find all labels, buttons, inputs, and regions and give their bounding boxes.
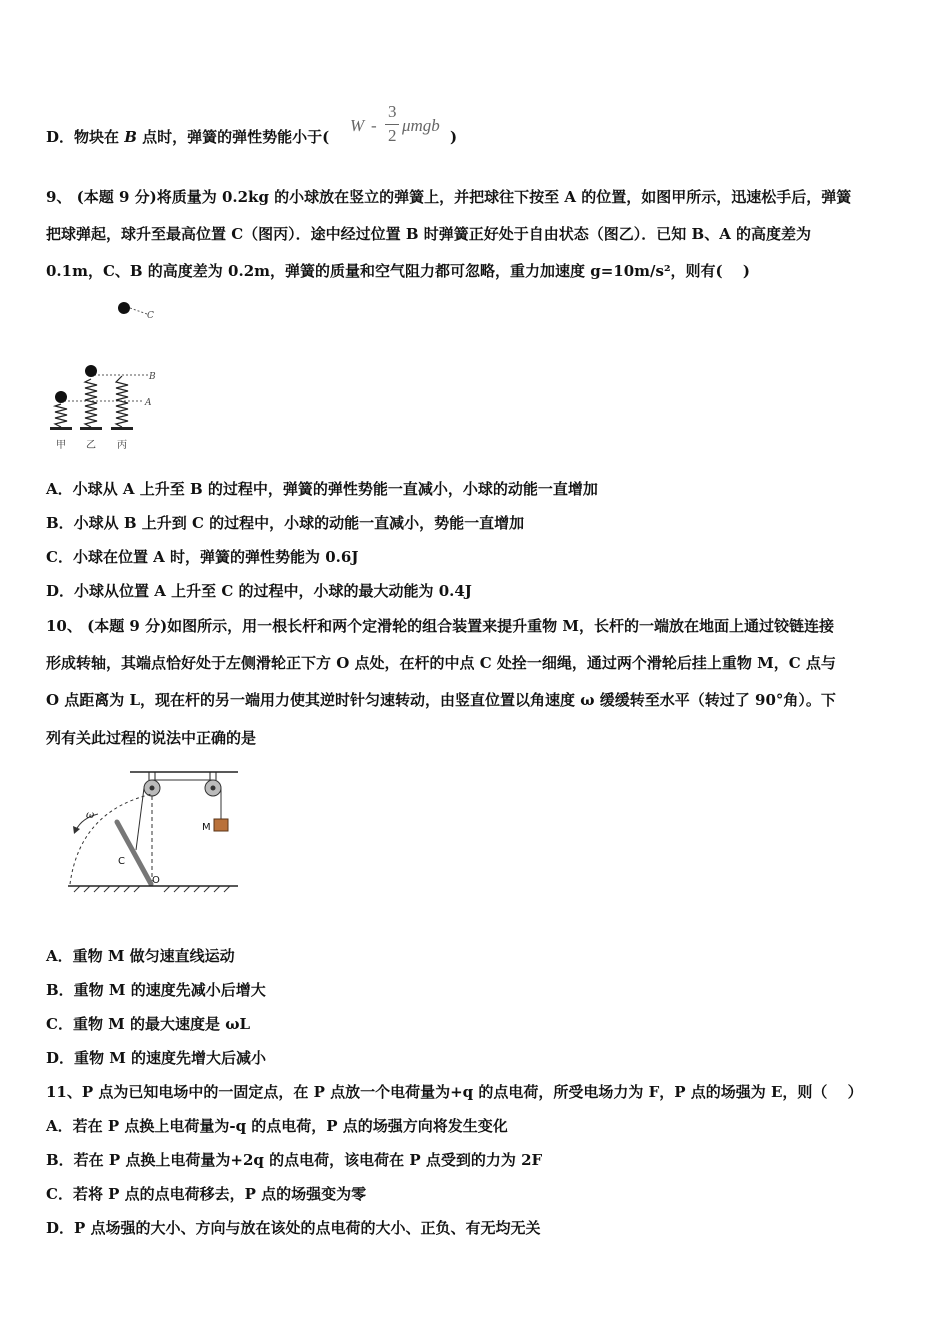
q9-line-2: 把球弹起，球升至最高位置 C（图丙）．途中经过位置 B 时弹簧正好处于自由状态（图乙）．已知 B、A 的高度差为 [46, 225, 812, 243]
label-b: B [149, 372, 156, 382]
c-dash [130, 308, 147, 314]
q9-option-b: B．小球从 B 上升到 C 的过程中，小球的动能一直减小，势能一直增加 [46, 514, 525, 532]
left-pulley-hub [150, 786, 155, 791]
q10-option-a: A．重物 M 做匀速直线运动 [46, 947, 235, 965]
q11-line-1: 11、P 点为已知电场中的一固定点，在 P 点放一个电荷量为+q 的点电荷，所受电场力为 F，P 点的场强为 E，则（ ） [46, 1083, 863, 1101]
label-a: A [145, 398, 152, 408]
label-o: O [152, 875, 160, 886]
ball-c [118, 302, 130, 314]
label-bing: 丙 [117, 440, 127, 451]
q8-option-d [46, 127, 329, 147]
weight-m [214, 819, 228, 831]
label-omega: ω [86, 810, 95, 821]
ball-yi [85, 365, 97, 377]
q8-formula [350, 104, 450, 146]
omega-arrowhead [73, 826, 80, 834]
formula-num: 3 [388, 102, 397, 121]
q9-line-1: 9、 (本题 9 分)将质量为 0.2kg 的小球放在竖立的弹簧上，并把球往下按至 A 的位置，如图甲所示，迅速松手后，弹簧 [46, 188, 852, 206]
ball-jia [55, 391, 67, 403]
q10-line-1: 10、 (本题 9 分)如图所示，用一根长杆和两个定滑轮的组合装置来提升重物 M，长杆的一端放在地面上通过铰链连接 [46, 617, 835, 635]
base-jia [50, 427, 72, 430]
q8-option-d-prefix: D．物块在 [46, 128, 120, 146]
base-bing [111, 427, 133, 430]
q9-line-3: 0.1m，C、B 的高度差为 0.2m，弹簧的质量和空气阻力都可忽略，重力加速度 g=10m/s²，则有( ) [46, 262, 750, 280]
formula-minus: - [371, 116, 377, 135]
q9-option-c: C．小球在位置 A 时，弹簧的弹性势能为 0.6J [46, 548, 359, 566]
q10-option-c: C．重物 M 的最大速度是 ωL [46, 1015, 251, 1033]
q9-option-a: A．小球从 A 上升至 B 的过程中，弹簧的弹性势能一直减小，小球的动能一直增加 [46, 480, 598, 498]
label-m: M [202, 822, 211, 833]
q10-option-b: B．重物 M 的速度先减小后增大 [46, 981, 266, 999]
q11-option-c: C．若将 P 点的点电荷移去，P 点的场强变为零 [46, 1185, 367, 1203]
q8-option-d-close: ) [450, 128, 458, 146]
label-c: C [118, 856, 125, 867]
base-yi [80, 427, 102, 430]
formula-w: W [350, 116, 365, 135]
spring-jia [55, 404, 67, 427]
right-pulley-hub [211, 786, 216, 791]
q10-option-d: D．重物 M 的速度先增大后减小 [46, 1049, 267, 1067]
ground-hatch [74, 886, 230, 892]
q10-line-2: 形成转轴，其端点恰好处于左侧滑轮正下方 O 点处，在杆的中点 C 处拴一细绳，通过两个滑轮后挂上重物 M，C 点与 [46, 654, 836, 672]
label-jia: 甲 [56, 440, 66, 451]
q10-line-3: O 点距离为 L，现在杆的另一端用力使其逆时针匀速转动，由竖直位置以角速度 ω 缓缓转至水平（转过了 90°角）。下 [46, 691, 836, 709]
formula-den: 2 [388, 126, 397, 145]
q10-line-4: 列有关此过程的说法中正确的是 [46, 729, 257, 747]
formula-bar [385, 124, 399, 125]
q8-option-d-text: 点时，弹簧的弹性势能小于( [142, 128, 330, 146]
formula-rest: μmgb [402, 116, 440, 135]
rotation-arc [70, 794, 152, 884]
q11-option-b: B．若在 P 点换上电荷量为+2q 的点电荷，该电荷在 P 点受到的力为 2F [46, 1151, 543, 1169]
q11-option-d: D．P 点场强的大小、方向与放在该处的点电荷的大小、正负、有无均无关 [46, 1219, 541, 1237]
q9-spring-figure [44, 296, 174, 456]
rope-to-c [136, 788, 144, 850]
rod [117, 822, 151, 884]
spring-yi [85, 379, 97, 427]
q10-pulley-figure [60, 766, 250, 896]
q11-option-a: A．若在 P 点换上电荷量为-q 的点电荷，P 点的场强方向将发生变化 [46, 1117, 508, 1135]
label-c: C [147, 311, 154, 321]
q8-option-d-b: B [124, 128, 137, 146]
label-yi: 乙 [86, 440, 96, 451]
q9-option-d: D．小球从位置 A 上升至 C 的过程中，小球的最大动能为 0.4J [46, 582, 472, 600]
